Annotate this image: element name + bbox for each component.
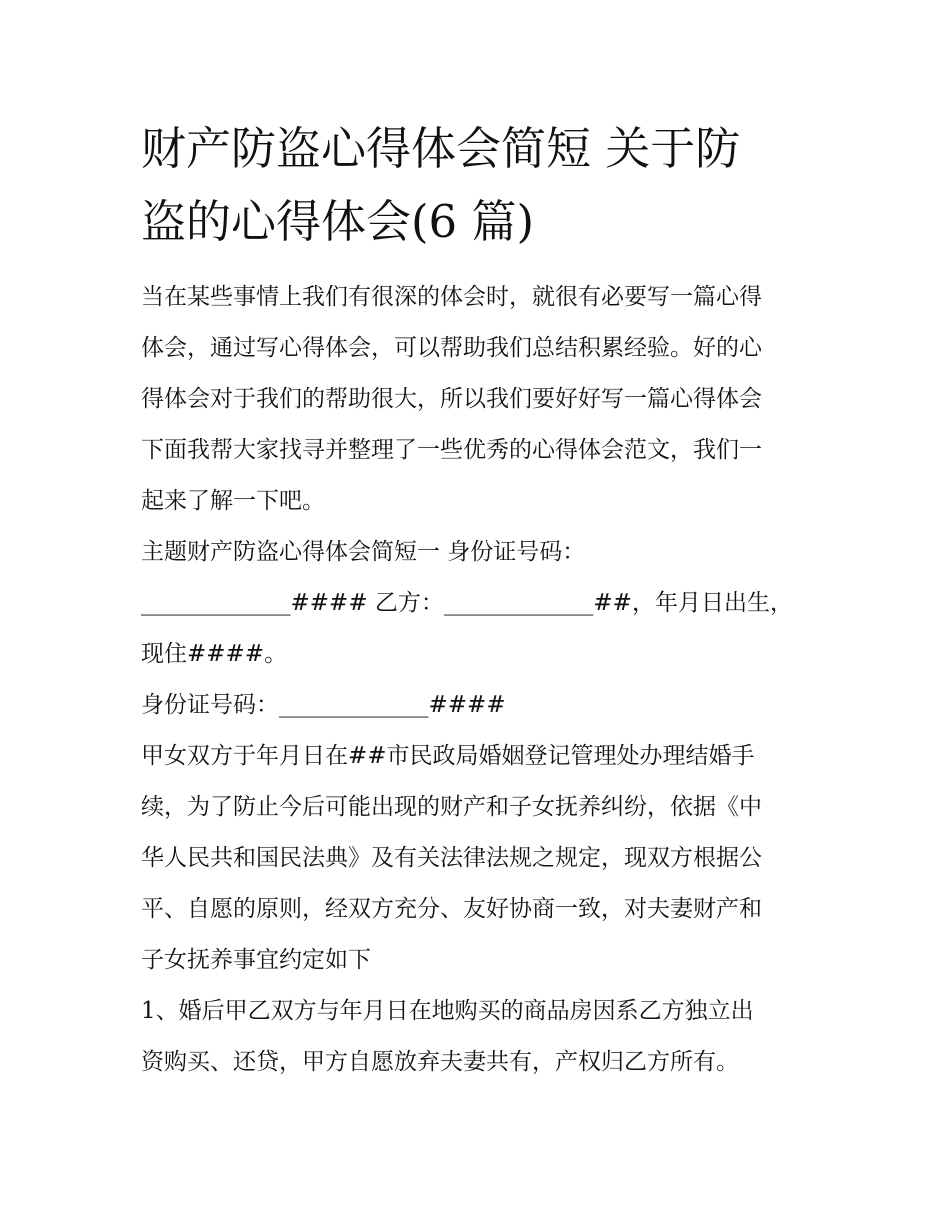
body-line: 当在某些事情上我们有很深的体会时，就很有必要写一篇心得 (141, 284, 762, 310)
body-line: 子女抚养事宜约定如下 (141, 947, 371, 973)
document-title (141, 112, 816, 258)
body-line: 得体会对于我们的帮助很大，所以我们要好好写一篇心得体会 (141, 386, 762, 412)
body-line: 甲女双方于年月日在##市民政局婚姻登记管理处办理结婚手 (141, 743, 755, 769)
body-line: 1、婚后甲乙双方与年月日在地购买的商品房因系乙方独立出 (141, 998, 754, 1024)
title-line-1: 财产防盗心得体会简短 关于防 (141, 122, 741, 175)
body-line: 续，为了防止今后可能出现的财产和子女抚养纠纷，依据《中 (141, 794, 762, 820)
body-line: 平、自愿的原则，经双方充分、友好协商一致，对夫妻财产和 (141, 896, 762, 922)
body-line: 身份证号码：_____________#### (141, 692, 506, 718)
body-line: 起来了解一下吧。 (141, 488, 325, 514)
body-line: _____________#### 乙方：_____________##，年月日出生， (141, 590, 793, 616)
body-line: 华人民共和国民法典》及有关法律法规之规定，现双方根据公 (141, 845, 762, 871)
body-line: 资购买、还贷，甲方自愿放弃夫妻共有，产权归乙方所有。 (141, 1049, 739, 1075)
document-body (141, 272, 816, 1088)
body-line: 现住####。 (141, 641, 288, 667)
document-page (141, 112, 816, 1088)
body-line: 主题财产防盗心得体会简短一 身份证号码： (141, 539, 586, 565)
body-line: 体会，通过写心得体会，可以帮助我们总结积累经验。好的心 (141, 335, 762, 361)
title-line-2: 盗的心得体会(6 篇) (141, 195, 535, 248)
body-line: 下面我帮大家找寻并整理了一些优秀的心得体会范文，我们一 (141, 437, 762, 463)
